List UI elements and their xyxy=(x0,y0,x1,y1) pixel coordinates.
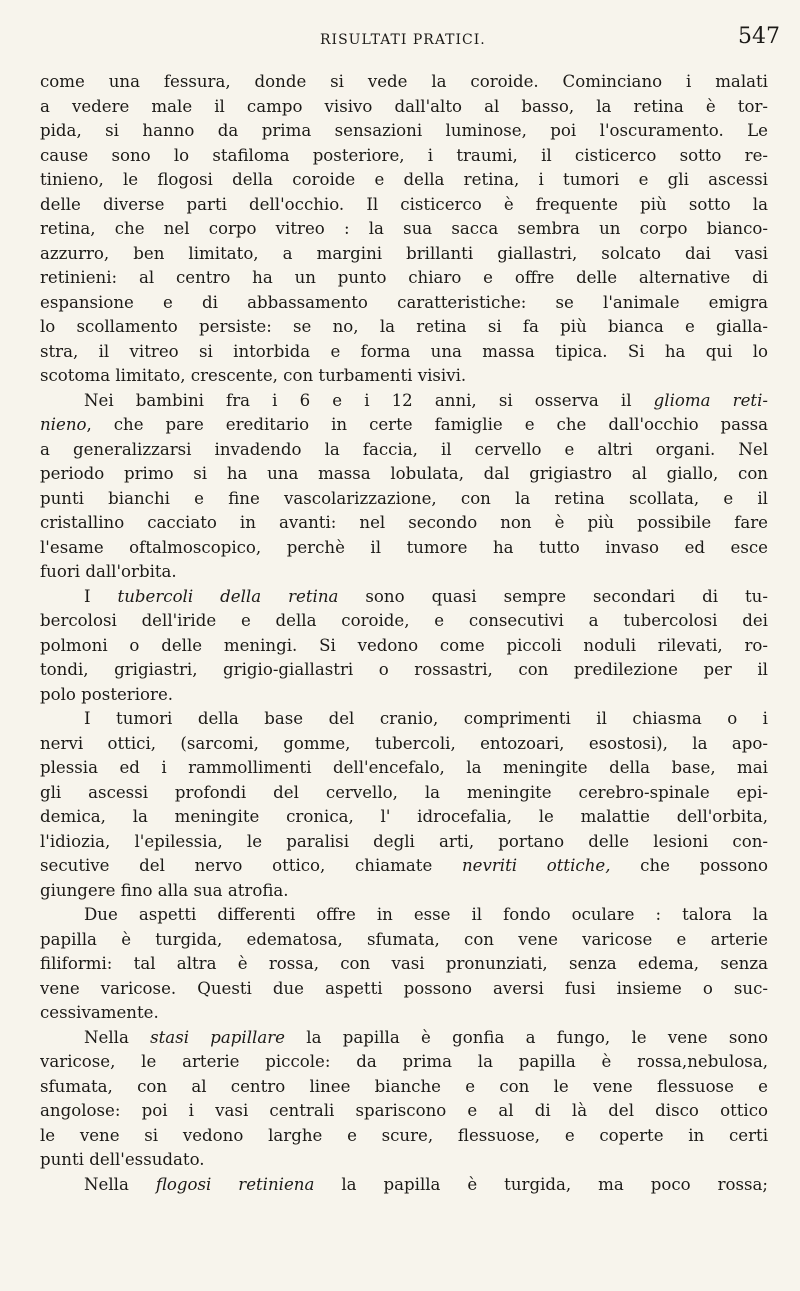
text-run: sono quasi sempre secondari di tu- xyxy=(338,586,768,606)
text-line: sfumata, con al centro linee bianche e con le vene flessuose e xyxy=(40,1076,768,1096)
text-line: nervi ottici, (sarcomi, gomme, tubercoli, entozoari, esostosi), la apo- xyxy=(40,733,768,753)
text-line xyxy=(40,1173,768,1198)
text-line: fuori dall'orbita. xyxy=(40,562,177,581)
italic-term: tubercoli della retina xyxy=(117,586,339,606)
italic-term: stasi papillare xyxy=(150,1027,286,1047)
running-head-title: RISULTATI PRATICI. xyxy=(320,32,486,48)
text-line: filiformi: tal altra è rossa, con vasi pronunziati, senza edema, senza xyxy=(40,954,768,973)
text-line: retina, che nel corpo vitreo : la sua sacca sembra un corpo bianco- xyxy=(40,219,768,238)
text-line: stra, il vitreo si intorbida e forma una massa tipica. Si ha qui lo xyxy=(40,341,768,361)
text-line: a vedere male il campo visivo dall'alto al basso, la retina è tor- xyxy=(40,96,768,116)
text-line: le vene si vedono larghe e scure, flessuose, e coperte in certi xyxy=(40,1125,768,1145)
text-line: scotoma limitato, crescente, con turbamenti visivi. xyxy=(40,366,467,385)
text-line: Due aspetti differenti offre in esse il fondo oculare : talora la xyxy=(84,905,768,924)
italic-term: flogosi retiniena xyxy=(155,1174,315,1194)
text-line xyxy=(40,854,768,879)
italic-term: glioma reti- xyxy=(653,390,768,410)
text-line: lo scollamento persiste: se no, la retina si fa più bianca e gialla- xyxy=(40,317,768,336)
text-line: punti bianchi e fine vascolarizzazione, con la retina scollata, e il xyxy=(40,488,768,508)
text-line: I tumori della base del cranio, comprimenti il chiasma o i xyxy=(84,709,768,728)
text-line: cessivamente. xyxy=(40,1003,159,1022)
text-line: l'idiozia, l'epilessia, le paralisi degli arti, portano delle lesioni con- xyxy=(40,831,768,851)
text-run: Nei bambini fra i 6 e i 12 anni, si osserva il xyxy=(84,390,654,410)
italic-term: nevriti ottiche, xyxy=(461,856,611,875)
text-line: l'esame oftalmoscopico, perchè il tumore ha tutto invaso ed esce xyxy=(40,537,768,557)
text-run: , che pare ereditario in certe famiglie e che dall'occhio passa xyxy=(86,415,768,434)
text-line: punti dell'essudato. xyxy=(40,1150,205,1169)
text-line: varicose, le arterie piccole: da prima la papilla è rossa,nebulosa, xyxy=(40,1052,768,1071)
text-line: a generalizzarsi invadendo la faccia, il cervello e altri organi. Nel xyxy=(40,439,768,459)
text-line: giungere fino alla sua atrofia. xyxy=(40,880,289,900)
running-head xyxy=(0,20,800,60)
text-line: bercolosi dell'iride e della coroide, e consecutivi a tubercolosi dei xyxy=(40,611,768,630)
text-run: secutive del nervo ottico, chiamate xyxy=(40,856,462,875)
text-line: plessia ed i rammollimenti dell'encefalo, la meningite della base, mai xyxy=(40,758,768,777)
text-line: cause sono lo stafiloma posteriore, i traumi, il cisticerco sotto re- xyxy=(40,145,768,165)
page-number: 547 xyxy=(738,24,780,49)
text-line: delle diverse parti dell'occhio. Il cisticerco è frequente più sotto la xyxy=(40,194,768,214)
text-line: azzurro, ben limitato, a margini brillanti giallastri, solcato dai vasi xyxy=(40,243,768,263)
text-line: pida, si hanno da prima sensazioni luminose, poi l'oscuramento. Le xyxy=(40,121,768,140)
body-text xyxy=(40,70,768,1197)
text-line: cristallino cacciato in avanti: nel secondo non è più possibile fare xyxy=(40,513,768,532)
text-line xyxy=(40,585,768,610)
text-line: polo posteriore. xyxy=(40,684,174,704)
text-run: la papilla è gonfia a fungo, le vene sono xyxy=(285,1027,768,1047)
text-run: che possono xyxy=(610,856,768,875)
text-run: Nella xyxy=(84,1174,156,1194)
text-line: tondi, grigiastri, grigio-giallastri o rossastri, con predilezione per il xyxy=(40,660,768,679)
text-line: come una fessura, donde si vede la coroide. Cominciano i malati xyxy=(40,72,768,91)
text-run: I xyxy=(84,586,118,606)
italic-term: nieno xyxy=(40,415,87,434)
text-line: demica, la meningite cronica, l' idrocefalia, le malattie dell'orbita, xyxy=(40,807,768,826)
text-line: gli ascessi profondi del cervello, la meningite cerebro-spinale epi- xyxy=(40,782,768,802)
text-line xyxy=(40,1026,768,1051)
text-line: retinieni: al centro ha un punto chiaro e offre delle alternative di xyxy=(40,268,768,287)
text-line xyxy=(40,413,768,438)
text-line: polmoni o delle meningi. Si vedono come piccoli noduli rilevati, ro- xyxy=(40,635,768,655)
text-line: tinieno, le flogosi della coroide e della retina, i tumori e gli ascessi xyxy=(40,170,768,189)
text-line: angolose: poi i vasi centrali spariscono e al di là del disco ottico xyxy=(40,1101,768,1120)
text-line: espansione e di abbassamento caratteristiche: se l'animale emigra xyxy=(40,292,768,312)
text-line: periodo primo si ha una massa lobulata, dal grigiastro al giallo, con xyxy=(40,464,768,483)
text-run: la papilla è turgida, ma poco rossa; xyxy=(314,1174,768,1194)
text-run: Nella xyxy=(84,1027,151,1047)
text-line: papilla è turgida, edematosa, sfumata, con vene varicose e arterie xyxy=(40,929,768,949)
text-line xyxy=(40,389,768,414)
text-line: vene varicose. Questi due aspetti possono aversi fusi insieme o suc- xyxy=(40,978,768,998)
